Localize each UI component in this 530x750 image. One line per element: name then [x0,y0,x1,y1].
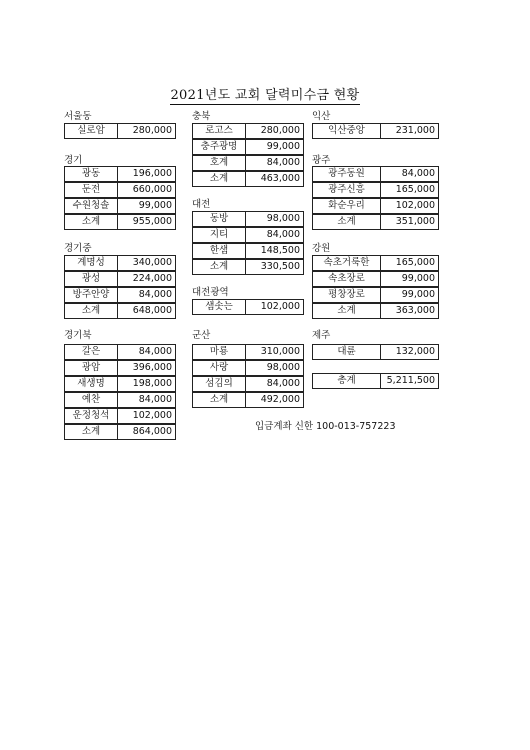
table-row [312,255,439,271]
church-name: 소계 [313,215,381,229]
amount-value: 351,000 [395,216,435,227]
table-row [64,271,176,287]
table-row [312,271,439,287]
church-name: 대륜 [313,345,381,359]
amount-value: 98,000 [266,362,300,373]
church-name: 광주신흥 [313,183,381,197]
amount-value: 99,000 [138,200,172,211]
table-row [312,123,439,139]
church-name: 새생명 [65,377,118,391]
subtotal-row [192,259,304,275]
amount-value: 280,000 [132,125,172,136]
table-row [64,182,176,198]
amount-value: 280,000 [260,125,300,136]
church-name: 샘솟는 [193,300,246,314]
amount-value: 84,000 [138,289,172,300]
amount-value: 102,000 [260,301,300,312]
amount-value: 224,000 [132,273,172,284]
table-row [192,243,304,259]
church-name: 둔전 [65,183,118,197]
church-name: 평창장로 [313,288,381,302]
subtotal-row [192,171,304,187]
table-row [64,287,176,303]
church-name: 소계 [65,304,118,318]
amount-value: 98,000 [266,213,300,224]
table-row [312,198,439,214]
subtotal-row [312,303,439,319]
amount-value: 102,000 [395,200,435,211]
table-row [64,360,176,376]
amount-value: 84,000 [401,168,435,179]
table-row [64,344,176,360]
amount-value: 102,000 [132,410,172,421]
amount-value: 84,000 [266,157,300,168]
church-name: 지티 [193,228,246,242]
amount-value: 231,000 [395,125,435,136]
amount-value: 132,000 [395,346,435,357]
amount-value: 165,000 [395,184,435,195]
amount-value: 660,000 [132,184,172,195]
church-name: 소계 [193,172,246,186]
table-row [192,123,304,139]
table-row [64,123,176,139]
page-title: 2021년도 교회 달력미수금 현황 [170,88,360,103]
table-row [312,287,439,303]
church-name: 소계 [65,215,118,229]
amount-value: 84,000 [266,378,300,389]
table-row [192,139,304,155]
subtotal-row [64,303,176,319]
region-label-chungbuk: 충북 [192,111,211,122]
amount-value: 84,000 [138,346,172,357]
church-name: 광동 [65,167,118,181]
church-name: 계명성 [65,256,118,270]
region-label-iksan: 익산 [312,111,331,122]
amount-value: 5,211,500 [386,375,435,386]
church-name: 속초장로 [313,272,381,286]
region-label-gunsan: 군산 [192,330,211,341]
table-row [192,344,304,360]
amount-value: 310,000 [260,346,300,357]
region-label-jeju: 제주 [312,330,331,341]
region-label-gyeonggi-north: 경기북 [64,330,92,341]
subtotal-row [64,214,176,230]
region-label-seoul: 서울동 [64,111,92,122]
amount-value: 99,000 [266,141,300,152]
subtotal-row [64,424,176,440]
church-name: 섬김의 [193,377,246,391]
table-row [64,376,176,392]
church-name: 익산중앙 [313,124,381,138]
church-name: 소계 [193,260,246,274]
table-row [192,155,304,171]
church-name: 총계 [313,374,381,388]
amount-value: 165,000 [395,257,435,268]
region-label-daejeon: 대전 [192,199,211,210]
church-name: 운정청석 [65,409,118,423]
table-row [192,299,304,315]
grand-total-row [312,373,439,389]
church-name: 광암 [65,361,118,375]
table-row [192,376,304,392]
church-name: 광주동원 [313,167,381,181]
church-name: 갈은 [65,345,118,359]
table-row [192,211,304,227]
amount-value: 463,000 [260,173,300,184]
church-name: 동방 [193,212,246,226]
amount-value: 99,000 [401,289,435,300]
amount-value: 340,000 [132,257,172,268]
amount-value: 198,000 [132,378,172,389]
region-label-daejeon-metro: 대전광역 [192,287,229,298]
church-name: 실로암 [65,124,118,138]
table-row [64,255,176,271]
church-name: 마룡 [193,345,246,359]
region-label-gangwon: 강원 [312,243,331,254]
region-label-gwangju: 광주 [312,155,331,166]
church-name: 화순우리 [313,199,381,213]
table-row [312,166,439,182]
table-row [64,408,176,424]
table-row [312,344,439,360]
church-name: 로고스 [193,124,246,138]
church-name: 방주안양 [65,288,118,302]
church-name: 소계 [313,304,381,318]
table-row [64,166,176,182]
table-row [64,198,176,214]
church-name: 속초거룩한 [313,256,381,270]
amount-value: 363,000 [395,305,435,316]
amount-value: 864,000 [132,426,172,437]
church-name: 소계 [193,393,246,407]
church-name: 예찬 [65,393,118,407]
amount-value: 648,000 [132,305,172,316]
table-row [192,227,304,243]
subtotal-row [192,392,304,408]
church-name: 소계 [65,425,118,439]
region-label-gyeonggi: 경기 [64,155,83,166]
table-row [192,360,304,376]
church-name: 한샘 [193,244,246,258]
table-row [64,392,176,408]
account-info: 입금계좌 신한 100-013-757223 [255,421,396,432]
church-name: 사랑 [193,361,246,375]
amount-value: 196,000 [132,168,172,179]
amount-value: 955,000 [132,216,172,227]
church-name: 광성 [65,272,118,286]
church-name: 호계 [193,156,246,170]
amount-value: 84,000 [138,394,172,405]
amount-value: 396,000 [132,362,172,373]
amount-value: 330,500 [260,261,300,272]
subtotal-row [312,214,439,230]
region-label-gyeonggi-central: 경기중 [64,243,92,254]
amount-value: 84,000 [266,229,300,240]
table-row [312,182,439,198]
amount-value: 148,500 [260,245,300,256]
church-name: 충주광명 [193,140,246,154]
church-name: 수원청솔 [65,199,118,213]
amount-value: 99,000 [401,273,435,284]
amount-value: 492,000 [260,394,300,405]
